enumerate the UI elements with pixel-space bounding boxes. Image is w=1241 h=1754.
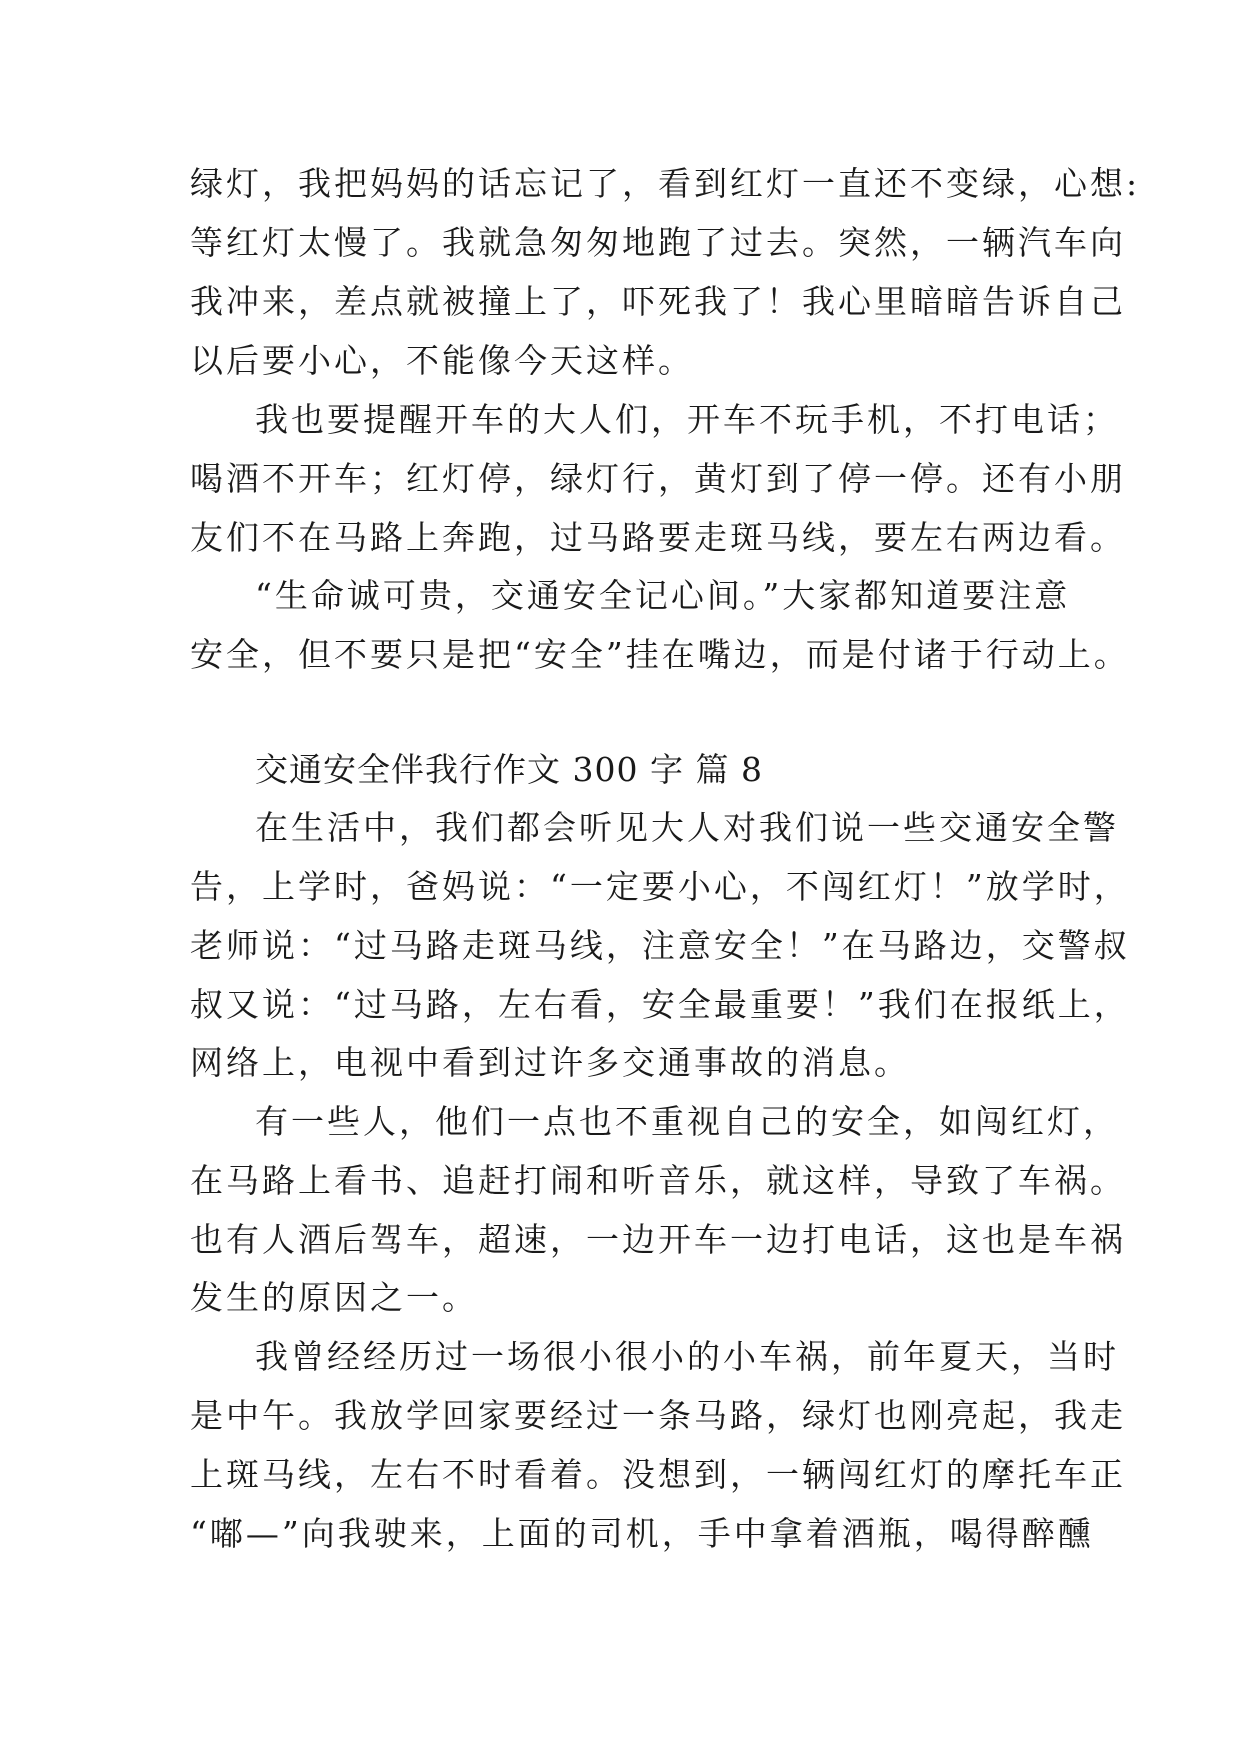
paragraph-line: 友们不在马路上奔跑，过马路要走斑马线，要左右两边看。 [190,518,1126,557]
paragraph-line: 我冲来，差点就被撞上了，吓死我了！我心里暗暗告诉自己 [190,282,1126,321]
paragraph-line: 在生活中，我们都会听见大人对我们说一些交通安全警 [255,808,1119,847]
paragraph-line: 喝酒不开车；红灯停，绿灯行，黄灯到了停一停。还有小朋 [190,459,1126,498]
paragraph-line: 等红灯太慢了。我就急匆匆地跑了过去。突然，一辆汽车向 [190,223,1126,262]
paragraph-line: 上斑马线，左右不时看着。没想到，一辆闯红灯的摩托车正 [190,1455,1126,1494]
paragraph-line: 告，上学时，爸妈说：“一定要小心，不闯红灯！”放学时， [190,867,1130,906]
paragraph-line: 绿灯，我把妈妈的话忘记了，看到红灯一直还不变绿，心想: [190,164,1141,203]
paragraph-line: “生命诚可贵，交通安全记心间。”大家都知道要注意 [255,576,1071,615]
paragraph-line: “嘟—”向我驶来，上面的司机，手中拿着酒瓶，喝得醉醺 [190,1514,1094,1553]
paragraph-line: 叔又说：“过马路，左右看，安全最重要！”我们在报纸上， [190,985,1130,1024]
paragraph-line: 是中午。我放学回家要经过一条马路，绿灯也刚亮起，我走 [190,1396,1126,1435]
section-title: 交通安全伴我行作文 300 字 篇 8 [255,750,763,789]
paragraph-line: 老师说：“过马路走斑马线，注意安全！”在马路边，交警叔 [190,926,1130,965]
paragraph-line: 我曾经经历过一场很小很小的小车祸，前年夏天，当时 [255,1337,1119,1376]
paragraph-line: 也有人酒后驾车，超速，一边开车一边打电话，这也是车祸 [190,1220,1126,1259]
paragraph-line: 发生的原因之一。 [190,1278,478,1317]
paragraph-line: 有一些人，他们一点也不重视自己的安全，如闯红灯， [255,1102,1119,1141]
paragraph-line: 在马路上看书、追赶打闹和听音乐，就这样，导致了车祸。 [190,1161,1126,1200]
paragraph-line: 我也要提醒开车的大人们，开车不玩手机，不打电话； [255,400,1119,439]
paragraph-line: 网络上，电视中看到过许多交通事故的消息。 [190,1043,910,1082]
paragraph-line: 以后要小心，不能像今天这样。 [190,341,694,380]
paragraph-line: 安全，但不要只是把“安全”挂在嘴边，而是付诸于行动上。 [190,635,1130,674]
